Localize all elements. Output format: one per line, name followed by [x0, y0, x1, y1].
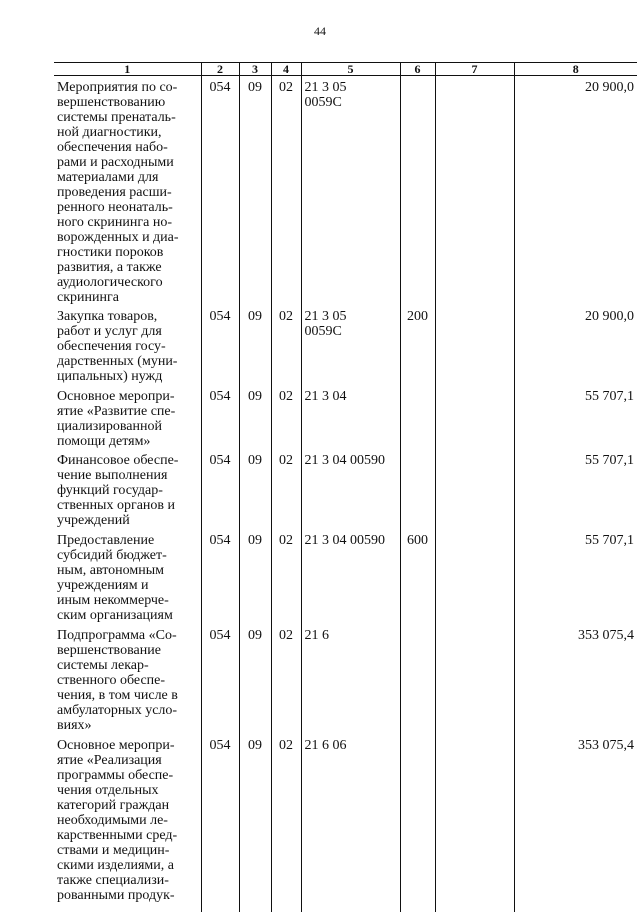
row-col7 [435, 385, 514, 449]
row-target-code: 21 3 04 00590 [301, 529, 400, 624]
row-name: Финансовое обеспе- чение выполнения функций государ- ственных органов и учреждений [57, 453, 179, 528]
table-row [54, 449, 637, 529]
header-col-2: 2 [201, 63, 239, 76]
header-row [54, 63, 637, 76]
row-name: Подпрограмма «Со- вершенствование системы лекар- ственного обеспе- чения, в том числе в амбулаторных усло- виях» [57, 628, 178, 733]
row-section-code: 09 [239, 305, 271, 385]
row-name: Мероприятия по со- вершенствованию системы пренаталь- ной диагностики, обеспечения набо- рами и расходными материалами для проведения расши- ренного неонаталь- ного скрининга но- ворожденных и диа- гностики пороков развития, а также аудиологического скрининга [57, 80, 179, 305]
header-col-8: 8 [514, 63, 637, 76]
row-amount: 353 075,4 [514, 624, 637, 734]
row-subsection-code: 02 [271, 624, 301, 734]
row-section-code: 09 [239, 624, 271, 734]
row-ministry-code: 054 [201, 449, 239, 529]
page-number: 44 [314, 24, 326, 38]
row-subsection-code: 02 [271, 529, 301, 624]
row-target-code: 21 3 04 00590 [301, 449, 400, 529]
row-section-code: 09 [239, 385, 271, 449]
row-col7 [435, 449, 514, 529]
row-subsection-code: 02 [271, 305, 301, 385]
table-row [54, 529, 637, 624]
table-row [54, 305, 637, 385]
row-col7 [435, 529, 514, 624]
row-target-code: 21 3 04 [301, 385, 400, 449]
header-col-1: 1 [54, 63, 201, 76]
header-col-7: 7 [435, 63, 514, 76]
row-subsection-code: 02 [271, 449, 301, 529]
row-name: Предоставление субсидий бюджет- ным, автономным учреждениям и иным некоммерче- ским организациям [57, 533, 173, 623]
row-ministry-code: 054 [201, 76, 239, 306]
row-amount: 353 075,4 [514, 734, 637, 912]
row-section-code: 09 [239, 529, 271, 624]
table-row [54, 385, 637, 449]
row-expense-type [400, 734, 435, 912]
header-col-5: 5 [301, 63, 400, 76]
row-name: Основное меропри- ятие «Развитие спе- циализированной помощи детям» [57, 389, 176, 449]
row-ministry-code: 054 [201, 624, 239, 734]
row-expense-type: 600 [400, 529, 435, 624]
row-ministry-code: 054 [201, 734, 239, 912]
header-col-6: 6 [400, 63, 435, 76]
table-row [54, 734, 637, 912]
row-name: Основное меропри- ятие «Реализация программы обеспе- чения отдельных категорий граждан необходимыми ле- карственными сред- ствами и медицин- скими изделиями, а также специализи- рованными продук- [57, 738, 178, 903]
row-name: Закупка товаров, работ и услуг для обеспечения госу- дарственных (муни- ципальных) нужд [57, 309, 178, 384]
row-expense-type: 200 [400, 305, 435, 385]
row-amount: 20 900,0 [514, 76, 637, 306]
row-col7 [435, 624, 514, 734]
row-subsection-code: 02 [271, 734, 301, 912]
row-amount: 55 707,1 [514, 529, 637, 624]
row-col7 [435, 76, 514, 306]
row-section-code: 09 [239, 76, 271, 306]
row-ministry-code: 054 [201, 385, 239, 449]
row-expense-type [400, 385, 435, 449]
row-ministry-code: 054 [201, 529, 239, 624]
row-target-code: 21 3 05 0059С [301, 305, 400, 385]
row-target-code: 21 6 [301, 624, 400, 734]
row-expense-type [400, 449, 435, 529]
row-expense-type [400, 624, 435, 734]
row-col7 [435, 734, 514, 912]
row-expense-type [400, 76, 435, 306]
header-col-4: 4 [271, 63, 301, 76]
row-amount: 55 707,1 [514, 385, 637, 449]
row-amount: 20 900,0 [514, 305, 637, 385]
row-target-code: 21 3 05 0059С [301, 76, 400, 306]
table-row [54, 76, 637, 306]
budget-table [54, 62, 637, 912]
row-section-code: 09 [239, 734, 271, 912]
header-col-3: 3 [239, 63, 271, 76]
row-target-code: 21 6 06 [301, 734, 400, 912]
row-subsection-code: 02 [271, 76, 301, 306]
row-section-code: 09 [239, 449, 271, 529]
table-row [54, 624, 637, 734]
row-ministry-code: 054 [201, 305, 239, 385]
row-col7 [435, 305, 514, 385]
row-subsection-code: 02 [271, 385, 301, 449]
row-amount: 55 707,1 [514, 449, 637, 529]
